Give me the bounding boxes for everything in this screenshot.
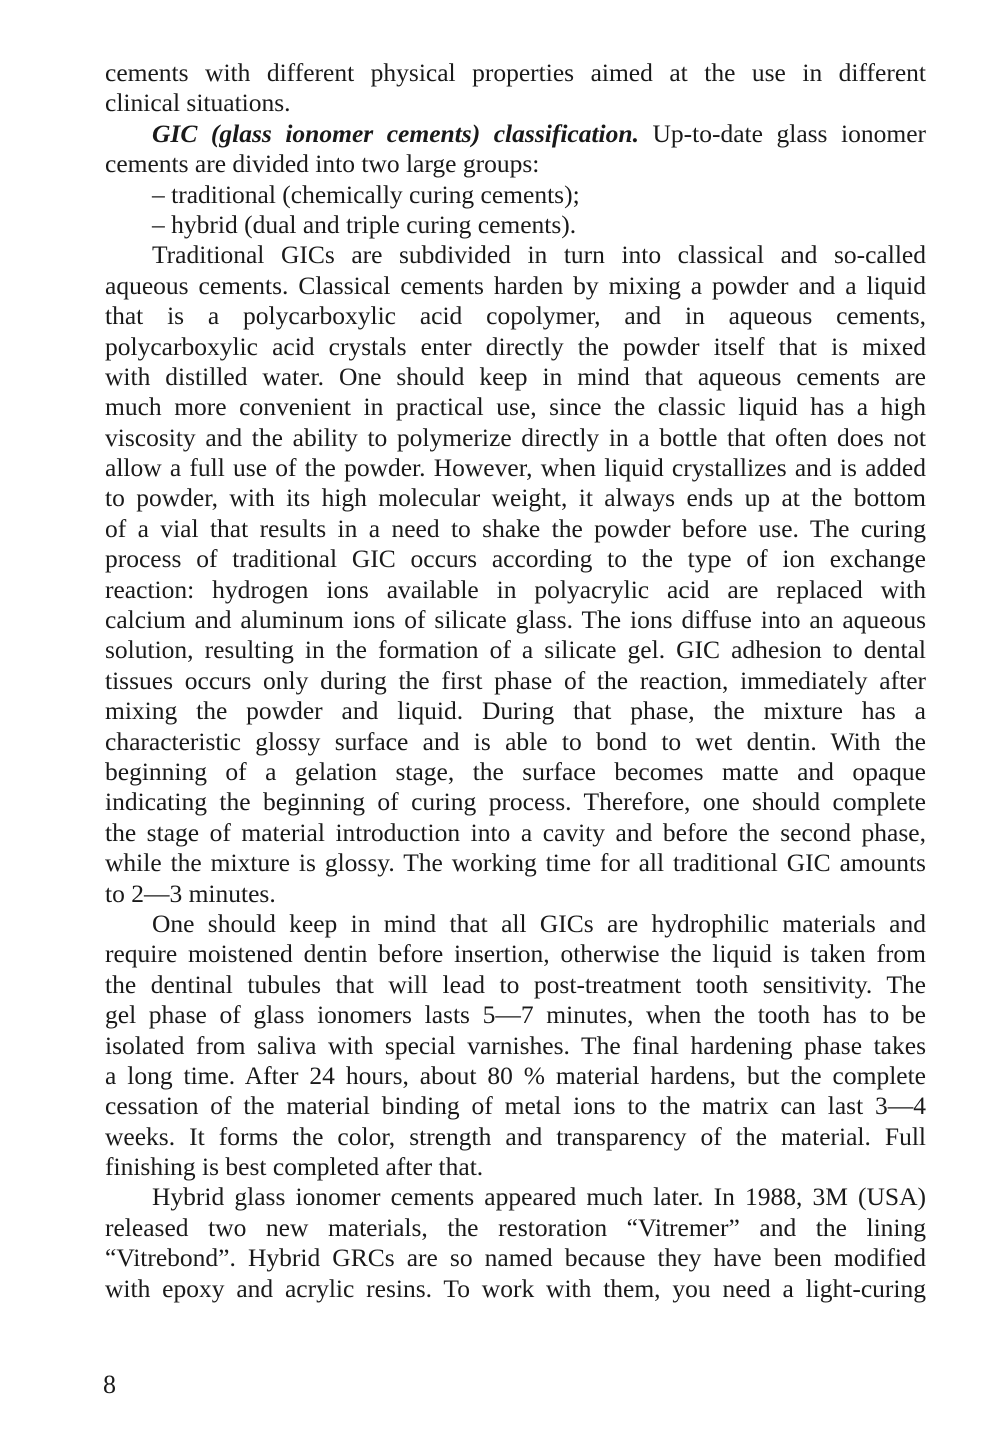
text-line: “Vitrebond”. Hybrid GRCs are so named because they have been modified [105,1243,926,1273]
text-line: – traditional (chemically curing cements); [152,179,580,209]
text-line: One should keep in mind that all GICs are hydrophilic materials and [152,908,926,938]
text-line: gel phase of glass ionomers lasts 5—7 minutes, when the tooth has to be [105,1000,926,1030]
text-line: indicating the beginning of curing process. Therefore, one should complete [105,787,926,817]
text-line: cessation of the material binding of metal ions to the matrix can last 3—4 [105,1091,926,1121]
text-line [105,119,926,149]
text-line: viscosity and the ability to polymerize directly in a bottle that often does not [105,422,926,452]
section-heading: GIC (glass ionomer cements) classification. [152,118,639,148]
list-item [105,180,926,210]
page-body-text [105,58,926,1304]
text-line: with epoxy and acrylic resins. To work with them, you need a light-curing [105,1273,926,1303]
text-line: with distilled water. One should keep in mind that aqueous cements are [105,361,926,391]
text-line: – hybrid (dual and triple curing cements). [152,209,577,239]
line-text: Up-to-date glass ionomer [638,118,927,148]
text-line: clinical situations. [105,88,291,118]
text-line: beginning of a gelation stage, the surface becomes matte and opaque [105,756,926,786]
text-line: isolated from saliva with special varnishes. The final hardening phase takes [105,1030,926,1060]
text-line: much more convenient in practical use, since the classic liquid has a high [105,392,926,422]
text-line: to powder, with its high molecular weight, it always ends up at the bottom [105,483,926,513]
text-line: Traditional GICs are subdivided in turn into classical and so-called [152,240,926,270]
text-line: calcium and aluminum ions of silicate glass. The ions diffuse into an aqueous [105,605,926,635]
text-line: cements with different physical properties aimed at the use in different [105,58,926,87]
list-item [105,210,926,240]
text-line: aqueous cements. Classical cements harden by mixing a powder and a liquid [105,270,926,300]
text-line: a long time. After 24 hours, about 80 % material hardens, but the complete [105,1060,926,1090]
page-number: 8 [103,1370,116,1399]
text-line: cements are divided into two large groups: [105,149,540,179]
paragraph [105,119,926,180]
text-line: to 2—3 minutes. [105,878,276,908]
text-line: polycarboxylic acid crystals enter directly the powder itself that is mixed [105,331,926,361]
text-line: weeks. It forms the color, strength and transparency of the material. Full [105,1121,926,1151]
text-line: characteristic glossy surface and is able to bond to wet dentin. With the [105,726,926,756]
text-line: of a vial that results in a need to shake the powder before use. The curing [105,513,926,543]
text-line: released two new materials, the restoration “Vitremer” and the lining [105,1212,926,1242]
text-line: the dentinal tubules that will lead to post-treatment tooth sensitivity. The [105,969,926,999]
text-line: finishing is best completed after that. [105,1152,484,1182]
text-line: solution, resulting in the formation of a silicate gel. GIC adhesion to dental [105,635,926,665]
paragraph [105,909,926,1183]
paragraph [105,1182,926,1304]
text-line: tissues occurs only during the first phase of the reaction, immediately after [105,665,926,695]
text-line: the stage of material introduction into a cavity and before the second phase, [105,817,926,847]
text-line: that is a polycarboxylic acid copolymer, and in aqueous cements, [105,301,926,331]
text-line: process of traditional GIC occurs according to the type of ion exchange [105,544,926,574]
paragraph [105,240,926,909]
text-line: require moistened dentin before insertion, otherwise the liquid is taken from [105,939,926,969]
text-line: mixing the powder and liquid. During that phase, the mixture has a [105,696,926,726]
text-line: allow a full use of the powder. However, when liquid crystallizes and is added [105,453,926,483]
text-line: Hybrid glass ionomer cements appeared much later. In 1988, 3M (USA) [152,1182,926,1212]
paragraph [105,58,926,119]
text-line: reaction: hydrogen ions available in polyacrylic acid are replaced with [105,574,926,604]
text-line: while the mixture is glossy. The working time for all traditional GIC amounts [105,848,926,878]
